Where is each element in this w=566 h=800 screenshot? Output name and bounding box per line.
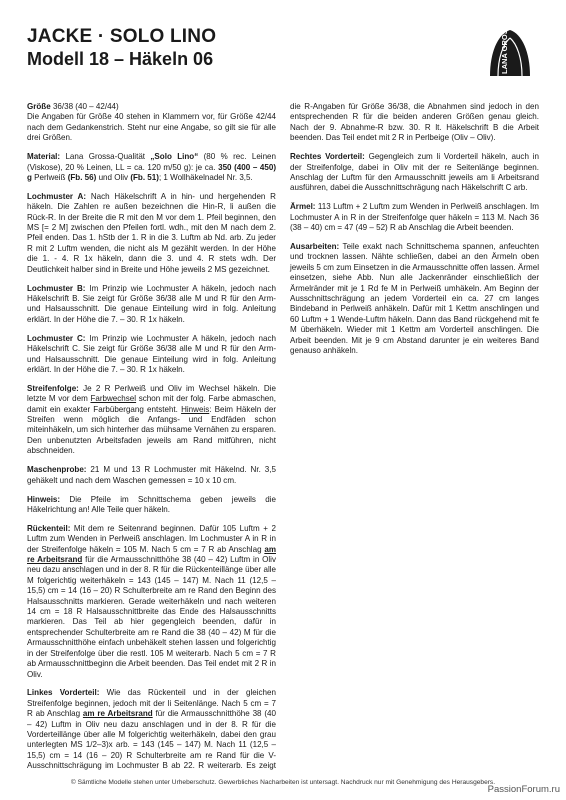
section-heading: Streifenfolge: — [27, 383, 79, 393]
copyright-notice: © Sämtliche Modelle stehen unter Urheberschutz. Gewerbliches Nacharbeiten ist untersagt. Nachdruck nur mit Genehmigung des Herausgebers. — [70, 779, 496, 786]
section-streifenfolge: Streifenfolge: Je 2 R Perlweiß und Oliv im Wechsel häkeln. Die letzte M vor dem Farbwechsel schon mit der folg. Farbe abmaschen, damit ein exakter Farbübergang entsteht. Hinweis: Beim Häkeln der Streifen wenn möglich die Anfangs- und Endfäden schon miteinhäkeln, um sich hinterher das mühsame Vernähen zu ersparen. Den unbenutzten Arbeitsfaden jeweils am Rand mitführen, nicht abschneiden. — [27, 383, 276, 456]
section-ausarbeiten: Ausarbeiten: Teile exakt nach Schnittschema spannen, anfeuchten und trocknen lassen. Nähte schließen, dabei an den Ärmeln oben jeweils 5 cm zum Einsetzen in die Armausschnitte offen lassen. Ärmel einsetzen, siehe Abb. Nun alle Jackenränder einschließlich der Ärmelränder mit je 1 Rd fe M in Perlweiß umhäkeln. Am Beginn der Ausschnittschrägung an jedem Vorderteil ein ca. 27 cm langes Bindeband in Perlweiß anhäkeln. Dafür mit 1 Kettm anschlingen und 60 Luftm + 1 Wende-Luftm häkeln. Dann das Band rückgehend mit fe M überhäkeln. Wieder mit 1 Kettm am Vorderteil anschlingen. Die Arbeit beenden. Mit je 9 cm Abstand darunter je ein weiteres Band genauso anhäkeln. — [290, 241, 539, 356]
section-heading: Maschenprobe: — [27, 465, 87, 475]
brand-logo — [484, 26, 536, 80]
section-heading: Ausarbeiten: — [290, 241, 340, 251]
section-heading: Hinweis: — [27, 494, 61, 504]
hinweis-link: Hinweis — [181, 404, 210, 414]
section-heading: Rückenteil: — [27, 523, 71, 533]
section-rechtes-vorderteil: Rechtes Vorderteil: Gegengleich zum li Vorderteil häkeln, auch in der Streifenfolge, dabei in Oliv mit der re Seitenlänge beginnen. Anschlag der Luftm für den Armausschnitt jeweils am li Arbeitsrand ausführen, dabei die Ausschnittschrägung nach Häkelschrift C arb. — [290, 152, 539, 193]
watermark: PassionForum.ru — [487, 784, 560, 795]
lana-grossa-logo-icon — [484, 26, 536, 80]
page-subtitle: Modell 18 – Häkeln 06 — [27, 49, 214, 69]
section-heading: Lochmuster A: — [27, 191, 87, 201]
section-heading: Lochmuster C: — [27, 333, 86, 343]
section-hinweis: Hinweis: Die Pfeile im Schnittschema geben jeweils die Häkelrichtung an! Alle Teile quer häkeln. — [27, 494, 276, 514]
section-linkes-vorderteil: Linkes Vorderteil: Wie das Rückenteil und in der gleichen Streifenfolge beginnen, jedoch mit der li Seitenlänge. Nach 5 cm = 7 R ab Anschlag am re Arbeitsrand für die Armausschnitthöhe 38 (40 – 42) Luftm in Oliv neu dazu anschlagen und in der 8. R für die Vorderteillänge über alle M folgerichtig weiterhäkeln, dabei den grau unterlegten MS 1/2–3)x arb. = 143 (145 – 147) M. Nach 11 (12,5 – 15,5) cm = 14 (16 – 20) R Schulterbreite am re Rand für die V-Ausschnittschrägung im Lochmuster B ab 22. R weiterarb. Es zeigt die R-Angaben für Größe 36/38, die Abnahmen sind jedoch in den entsprechenden R für die beiden anderen Größen genau gleich. Nach der 9. Abnahme-R bzw. 30. R lt. Häkelschrift B die Arbeit beenden. Das Teil endet mit 2 R in Perlbeige (Oliv – Oliv). — [27, 102, 539, 771]
page-title: JACKE · SOLO LINO — [27, 26, 217, 47]
section-heading: Größe — [27, 102, 51, 111]
section-heading: Rechtes Vorderteil: — [290, 152, 365, 162]
farbwechsel-link: Farbwechsel — [90, 394, 137, 404]
section-heading: Linkes Vorderteil: — [27, 688, 100, 698]
svg-text:LANA GROSSA: LANA GROSSA — [500, 26, 509, 74]
section-heading: Material: — [27, 152, 61, 162]
section-material: Material: Lana Grossa-Qualität „Solo Lino“ (80 % rec. Leinen (Viskose), 20 % Leinen, LL = ca. 120 m/50 g): je ca. 350 (400 – 450) g Perlweiß (Fb. 56) und Oliv (Fb. 51); 1 Wollhäkelnadel Nr. 3,5. — [27, 152, 277, 182]
instruction-text — [27, 102, 539, 774]
section-lochmuster-c: Lochmuster C: Im Prinzip wie Lochmuster A häkeln, jedoch nach Häkelschrift C. Sie zeigt für Größe 36/38 alle M und R für den Arm- und Halsausschnitt. Die genaue Einteilung wird in folg. Anleitung erklärt. In der Höhe die 7. – 30. R 1x häkeln. — [27, 333, 276, 374]
section-aermel: Ärmel: 113 Luftm + 2 Luftm zum Wenden in Perlweiß anschlagen. Im Lochmuster A in R in der Streifenfolge quer häkeln = 113 M. Nach 36 (38 – 40) cm = 47 (49 – 52) R ab Anschlag die Arbeit beenden. — [290, 202, 539, 233]
section-heading: Ärmel: — [290, 202, 316, 212]
section-maschenprobe: Maschenprobe: 21 M und 13 R Lochmuster mit Häkelnd. Nr. 3,5 gehäkelt und nach dem Waschen gemessen = 10 x 10 cm. — [27, 465, 276, 485]
page-header — [27, 26, 457, 70]
section-heading: Lochmuster B: — [27, 283, 86, 293]
section-groesse: Größe 36/38 (40 – 42/44) Die Angaben für Größe 40 stehen in Klammern vor, für Größe 42/44 nach dem Gedankenstrich. Steht nur eine Angabe, so gilt sie für alle drei Größen. — [27, 102, 276, 143]
section-lochmuster-b: Lochmuster B: Im Prinzip wie Lochmuster A häkeln, jedoch nach Häkelschrift B. Sie zeigt für Größe 36/38 alle M und R für den Arm- und Halsausschnitt. Die genaue Einteilung wird in folg. Anleitung erklärt. In der Höhe die 7. – 30. R 1x häkeln. — [27, 283, 276, 324]
section-rueckenteil: Rückenteil: Mit dem re Seitenrand beginnen. Dafür 105 Luftm + 2 Luftm zum Wenden in Perlweiß anschlagen. Im Lochmuster A in R in der Streifenfolge häkeln = 105 M. Nach 5 cm = 7 R ab Anschlag am re Arbeitsrand für die Armausschnitthöhe 38 (40 – 42) Luftm in Oliv neu dazu anschlagen und in der 8. R für die Rückenteillänge über alle M folgerichtig weiterhäkeln = 143 (145 – 147) M. Nach 11 (12,5 – 15,5) cm = 14 (16 – 20) R Schulterbreite am re Rand den Beginn des Halsausschnitts markieren. Gerade weiterhäkeln und nach weiteren 14 cm = 18 R Halsausschnittbreite das Ende des Halsausschnitts markieren. Das Teil ab hier gegengleich beenden, dafür in entsprechender Schulterbreite am re Rand die 38 (40 – 42) M für die Armausschnitthöhe einfach unbehäkelt stehen lassen und folgerichtig in der Streifenfolge über die restl. 105 M weiterarb. Nach 5 cm = 7 R ab Armausschnittbeginn die Arbeit beenden. Das Teil endet mit 2 R in Oliv. — [27, 523, 276, 679]
section-lochmuster-a: Lochmuster A: Nach Häkelschrift A in hin- und hergehenden R häkeln. Die Zahlen re außen bezeichnen die Hin-R, li außen die Rück-R. In der Breite die R mit den M vor dem 1. Pfeil beginnen, den MS [= 2 M] zwischen den Pfeilen fortl. wdh., mit den M nach dem 2. Pfeil enden. Das 1. hStb der 1. R in die 3. Luftm ab Nd. arb. Zu jeder R mit 2 Luftm wenden, die nicht als M gezählt werden. In der Höhe die 1. - 4. R 1x häkeln, dann die 3. und 4. R stets wdh. Der Deutlichkeit halber sind in Breite und Höhe jeweils 2 MS gezeichnet. — [27, 191, 276, 274]
